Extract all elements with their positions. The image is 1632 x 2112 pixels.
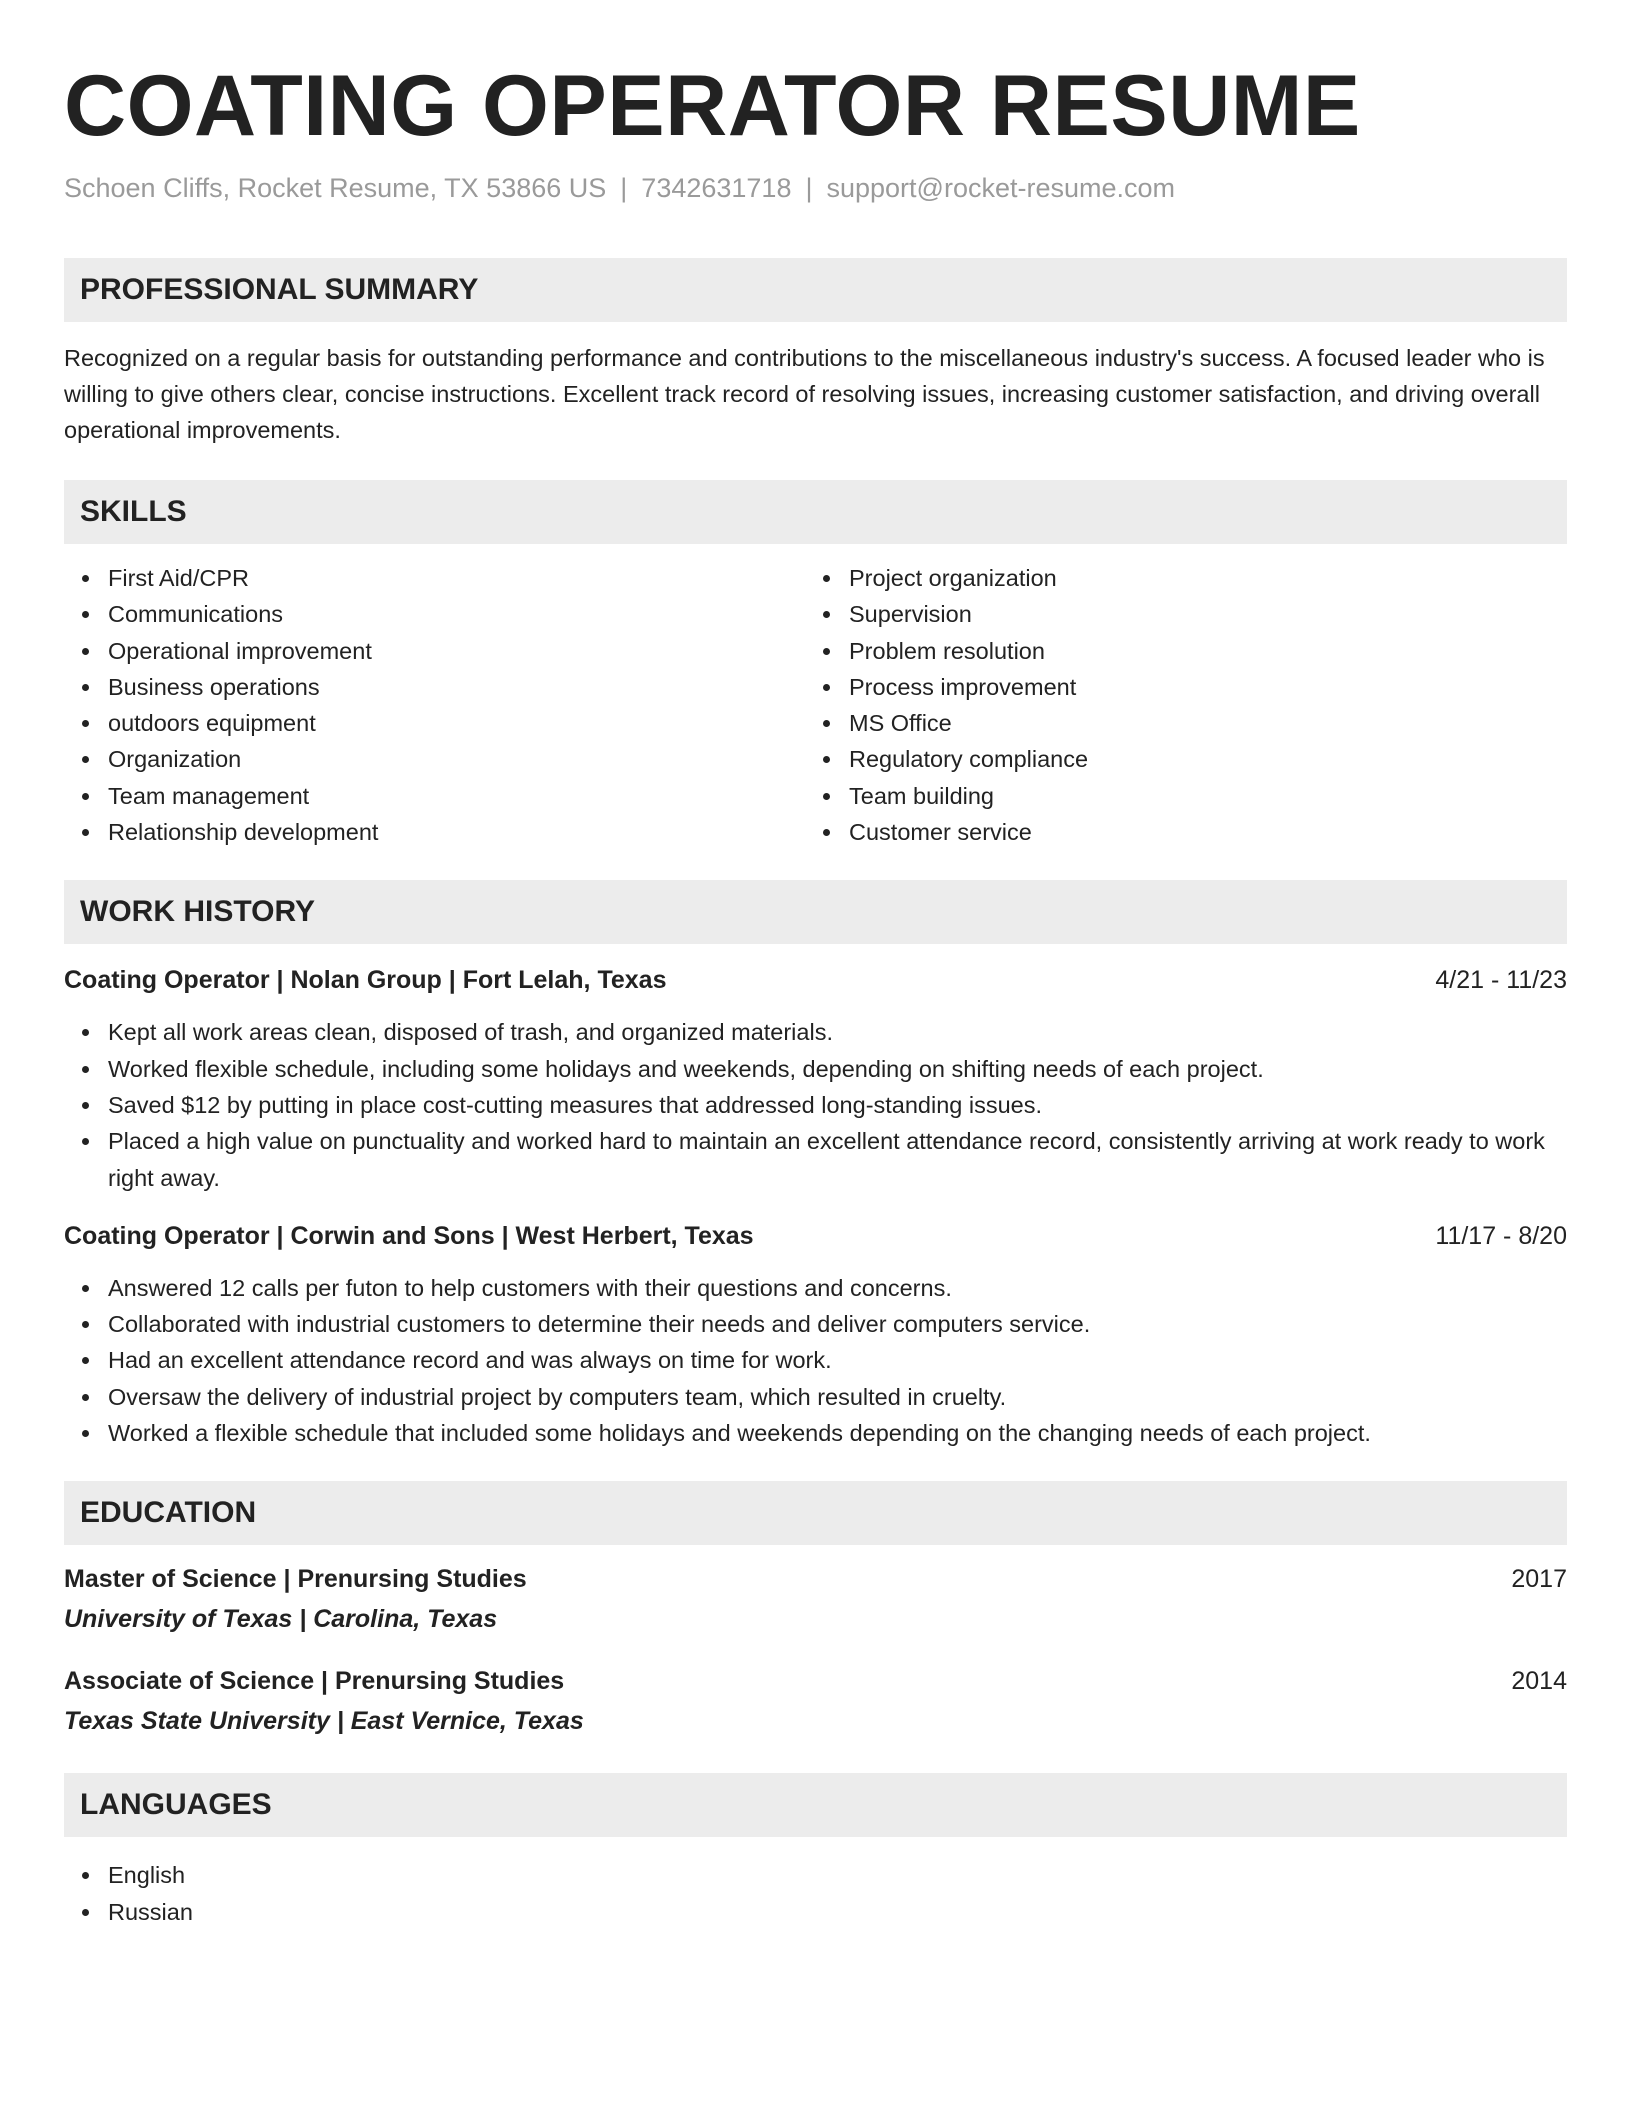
skill-item: Project organization	[849, 560, 1567, 596]
skills-heading: SKILLS	[64, 480, 1567, 544]
skill-item: Problem resolution	[849, 633, 1567, 669]
language-item: English	[108, 1857, 1567, 1893]
job-bullets	[64, 1270, 1567, 1451]
work-history-heading: WORK HISTORY	[64, 880, 1567, 944]
languages-heading: LANGUAGES	[64, 1773, 1567, 1837]
education-year: 2014	[1511, 1667, 1567, 1696]
summary-text: Recognized on a regular basis for outstanding performance and contributions to the miscellaneous industry's success. A focused leader who is willing to give others clear, concise instructions. Excellent track record of resolving issues, increasing customer satisfaction, and driving overall operational improvements.	[64, 345, 1545, 443]
job-bullet: Worked flexible schedule, including some holidays and weekends, depending on shifting needs of each project.	[108, 1051, 1567, 1087]
job-bullet: Had an excellent attendance record and was always on time for work.	[108, 1342, 1567, 1378]
job-bullet: Placed a high value on punctuality and worked hard to maintain an excellent attendance record, consistently arriving at work ready to work right away.	[108, 1123, 1567, 1196]
skill-item: MS Office	[849, 705, 1567, 741]
education-year: 2017	[1511, 1565, 1567, 1594]
skills-columns	[64, 560, 1567, 850]
education-header	[64, 1663, 1567, 1699]
skill-item: Customer service	[849, 814, 1567, 850]
school-name: University of Texas | Carolina, Texas	[64, 1605, 498, 1634]
job-title: Coating Operator | Nolan Group | Fort Lelah, Texas	[64, 966, 667, 995]
resume-title: COATING OPERATOR RESUME	[64, 58, 1361, 154]
skill-item: Operational improvement	[108, 633, 805, 669]
skill-item: Business operations	[108, 669, 805, 705]
job-bullet: Kept all work areas clean, disposed of trash, and organized materials.	[108, 1014, 1567, 1050]
job-bullets	[64, 1014, 1567, 1195]
degree-title: Associate of Science | Prenursing Studies	[64, 1667, 565, 1696]
contact-phone: 7342631718	[641, 173, 792, 203]
skill-item: First Aid/CPR	[108, 560, 805, 596]
job-entry	[64, 1218, 1567, 1451]
job-dates: 11/17 - 8/20	[1435, 1221, 1567, 1250]
skill-item: Team building	[849, 778, 1567, 814]
job-bullet: Answered 12 calls per futon to help customers with their questions and concerns.	[108, 1270, 1567, 1306]
job-dates: 4/21 - 11/23	[1435, 966, 1567, 995]
job-title: Coating Operator | Corwin and Sons | West Herbert, Texas	[64, 1221, 754, 1250]
education-heading: EDUCATION	[64, 1481, 1567, 1545]
job-bullet: Worked a flexible schedule that included some holidays and weekends depending on the changing needs of each project.	[108, 1415, 1567, 1451]
skills-left-list	[64, 560, 805, 850]
languages-list	[64, 1857, 1567, 1930]
education-header	[64, 1561, 1567, 1597]
education-entry	[64, 1561, 1567, 1637]
skill-item: outdoors equipment	[108, 705, 805, 741]
job-bullet: Oversaw the delivery of industrial project by computers team, which resulted in cruelty.	[108, 1379, 1567, 1415]
contact-email: support@rocket-resume.com	[826, 173, 1176, 203]
job-entry	[64, 962, 1567, 1195]
contact-separator: |	[805, 173, 813, 203]
skill-item: Process improvement	[849, 669, 1567, 705]
skill-item: Relationship development	[108, 814, 805, 850]
job-header	[64, 962, 1567, 998]
contact-address: Schoen Cliffs, Rocket Resume, TX 53866 US	[64, 173, 607, 203]
skill-item: Supervision	[849, 596, 1567, 632]
job-header	[64, 1218, 1567, 1254]
skills-right-list	[805, 560, 1567, 850]
language-item: Russian	[108, 1894, 1567, 1930]
skill-item: Communications	[108, 596, 805, 632]
job-bullet: Saved $12 by putting in place cost-cutting measures that addressed long-standing issues.	[108, 1087, 1567, 1123]
job-bullet: Collaborated with industrial customers to determine their needs and deliver computers service.	[108, 1306, 1567, 1342]
contact-line	[64, 170, 1567, 206]
school-name: Texas State University | East Vernice, Texas	[64, 1707, 584, 1736]
skill-item: Organization	[108, 741, 805, 777]
skill-item: Regulatory compliance	[849, 741, 1567, 777]
skill-item: Team management	[108, 778, 805, 814]
summary-heading: PROFESSIONAL SUMMARY	[64, 258, 1567, 322]
education-entry	[64, 1663, 1567, 1739]
degree-title: Master of Science | Prenursing Studies	[64, 1565, 527, 1594]
resume-page	[64, 0, 1567, 1930]
contact-separator: |	[620, 173, 628, 203]
